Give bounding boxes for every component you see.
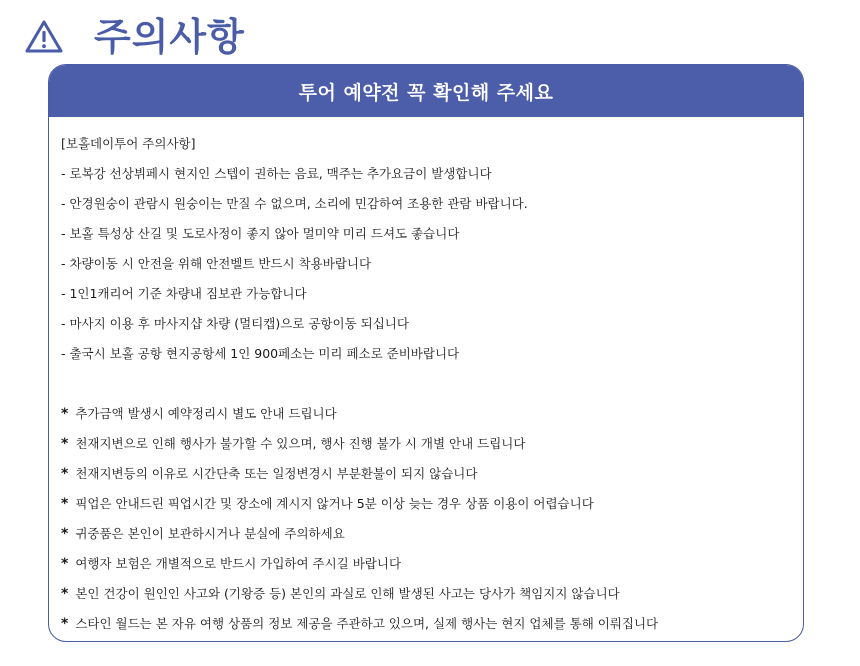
star-note: [61, 519, 791, 549]
notice-item: - 안경원숭이 관람시 원숭이는 만질 수 없으며, 소리에 민감하여 조용한 관람 바랍니다.: [61, 196, 528, 211]
notice-item: - 보홀 특성상 산길 및 도로사정이 좋지 않아 멀미약 미리 드셔도 좋습니다: [61, 226, 460, 241]
asterisk-marker: *: [61, 466, 69, 482]
notice-item: - 출국시 보홀 공항 현지공항세 1인 900페소는 미리 페소로 준비바랍니다: [61, 346, 460, 361]
asterisk-marker: *: [61, 526, 69, 542]
asterisk-marker: *: [61, 556, 69, 572]
star-note-text: 천재지변등의 이유로 시간단축 또는 일정변경시 부분환불이 되지 않습니다: [75, 466, 478, 481]
notice-item: - 1인1캐리어 기준 차량내 짐보관 가능합니다: [61, 286, 307, 301]
asterisk-marker: *: [61, 406, 69, 422]
notice-card: [48, 64, 804, 642]
asterisk-marker: *: [61, 586, 69, 602]
asterisk-marker: *: [61, 496, 69, 512]
star-note: [61, 489, 791, 519]
star-note: [61, 549, 791, 579]
notice-item: - 마사지 이용 후 마사지샵 차량 (멀티캡)으로 공항이동 되십니다: [61, 316, 409, 331]
star-note-text: 픽업은 안내드린 픽업시간 및 장소에 계시지 않거나 5분 이상 늦는 경우 상품 이용이 어렵습니다: [75, 496, 594, 511]
star-note-text: 추가금액 발생시 예약정리시 별도 안내 드립니다: [75, 406, 337, 421]
star-note: [61, 609, 791, 639]
asterisk-marker: *: [61, 616, 69, 632]
star-note-text: 여행자 보험은 개별적으로 반드시 가입하여 주시길 바랍니다: [75, 556, 402, 571]
star-note: [61, 399, 791, 429]
section-spacer: [61, 369, 791, 399]
section-title: [보홀데이투어 주의사항]: [61, 136, 196, 151]
star-note-text: 스타인 월드는 본 자유 여행 상품의 정보 제공을 주관하고 있으며, 실제 행사는 현지 업체를 통해 이뤄집니다: [75, 616, 659, 631]
star-note-text: 본인 건강이 원인인 사고와 (기왕증 등) 본인의 과실로 인해 발생된 사고는 당사가 책임지지 않습니다: [75, 586, 620, 601]
star-note: [61, 459, 791, 489]
star-note-text: 천재지변으로 인해 행사가 불가할 수 있으며, 행사 진행 불가 시 개별 안내 드립니다: [75, 436, 526, 451]
banner-text: 투어 예약전 꼭 확인해 주세요: [298, 81, 554, 104]
star-note: [61, 429, 791, 459]
star-note: [61, 579, 791, 609]
notice-item: - 로복강 선상뷔페시 현지인 스텝이 권하는 음료, 맥주는 추가요금이 발생합니다: [61, 166, 492, 181]
notice-header: [24, 12, 245, 62]
page-title: 주의사항: [94, 15, 245, 59]
notice-body: [49, 129, 803, 639]
notice-banner: [49, 65, 803, 117]
warning-triangle-icon: [24, 19, 64, 55]
asterisk-marker: *: [61, 436, 69, 452]
notice-item: - 차량이동 시 안전을 위해 안전벨트 반드시 착용바랍니다: [61, 256, 372, 271]
star-note-text: 귀중품은 본인이 보관하시거나 분실에 주의하세요: [75, 526, 345, 541]
